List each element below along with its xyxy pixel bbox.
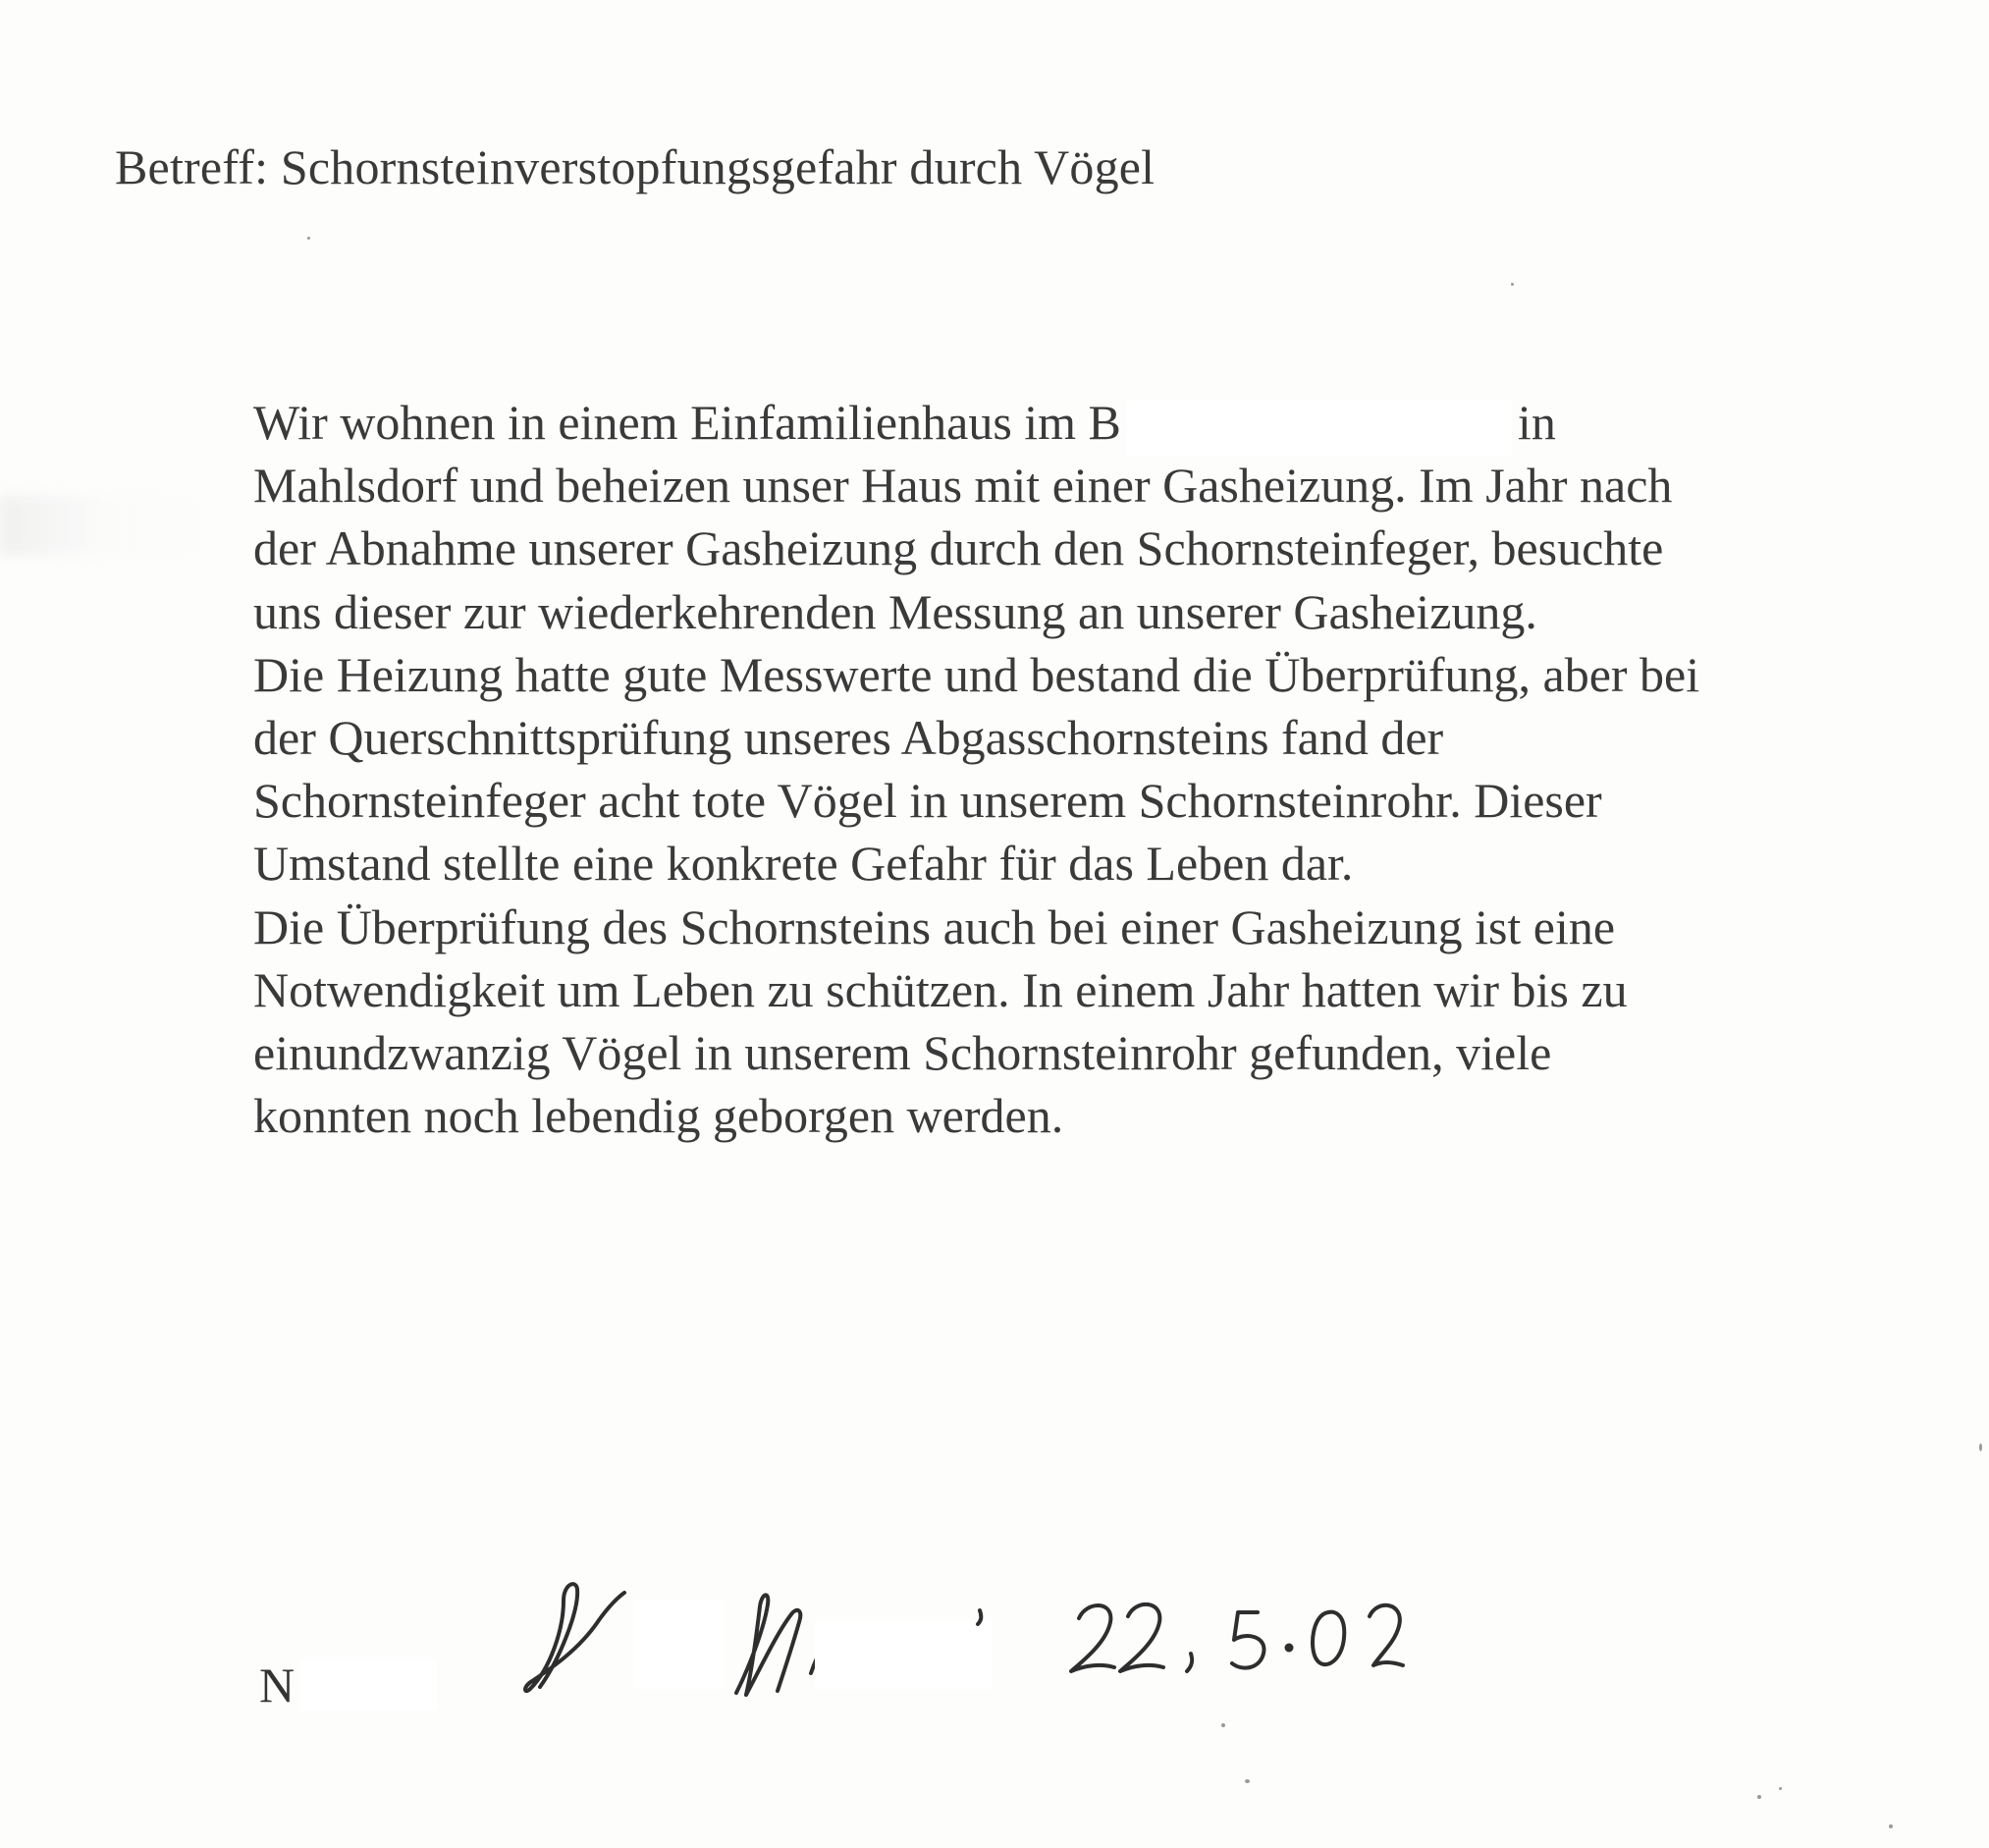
body-line-6: der Querschnittsprüfung unseres Abgasschornsteins fand der [253,709,1444,765]
scan-speck [1245,1779,1250,1783]
body-line-9: Die Überprüfung des Schornsteins auch bei einer Gasheizung ist eine [253,898,1616,954]
printed-name-initial: N [259,1658,296,1712]
body-line-10: Notwendigkeit um Leben zu schützen. In einem Jahr hatten wir bis zu [253,961,1628,1017]
letter-subject: Betreff: Schornsteinverstopfungsgefahr durch Vögel [115,139,1156,194]
body-line-8: Umstand stellte eine konkrete Gefahr für das Leben dar. [253,836,1354,892]
body-line-7: Schornsteinfeger acht tote Vögel in unserem Schornsteinrohr. Dieser [253,773,1602,829]
scan-speck [307,237,310,240]
body-line-1-start: Wir wohnen in einem Einfamilienhaus im B [253,395,1121,450]
street-redaction [1127,401,1512,456]
body-line-11: einundzwanzig Vögel in unserem Schornsteinrohr gefunden, viele [253,1024,1552,1080]
scan-smudge [0,496,206,555]
body-line-3: der Abnahme unserer Gasheizung durch den Schornsteinfeger, besuchte [253,520,1664,576]
scan-speck [1889,1824,1893,1828]
handwritten-date [1065,1583,1419,1691]
body-line-4: uns dieser zur wiederkehrenden Messung an unserer Gasheizung. [253,583,1537,639]
name-redaction [299,1659,437,1711]
scan-speck [1511,283,1514,286]
body-line-12: konnten noch lebendig geborgen werden. [253,1088,1064,1144]
handwritten-signature [520,1571,1031,1709]
scan-speck [1779,1787,1782,1790]
scan-speck [1757,1795,1761,1799]
letter-body [253,391,1883,1147]
scan-speck [1979,1443,1982,1451]
body-line-5: Die Heizung hatte gute Messwerte und bestand die Überprüfung, aber bei [253,646,1700,702]
scan-speck [1221,1723,1225,1727]
body-line-1-end: in [1517,395,1556,450]
body-line-1 [253,391,1883,454]
body-line-2: Mahlsdorf und beheizen unser Haus mit einer Gasheizung. Im Jahr nach [253,458,1673,514]
